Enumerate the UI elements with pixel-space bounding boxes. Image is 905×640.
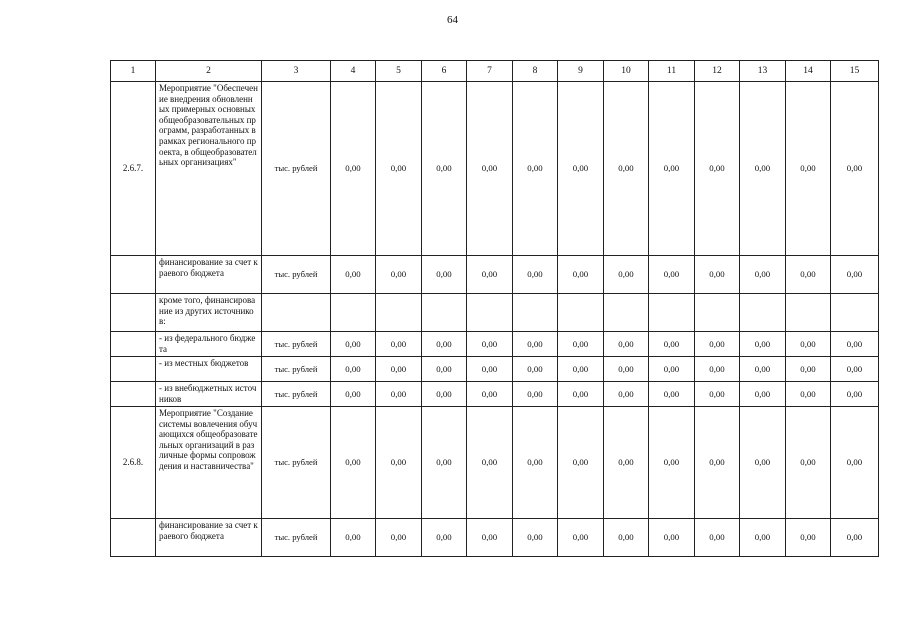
value-cell: 0,00 bbox=[376, 519, 422, 557]
value-cell: 0,00 bbox=[558, 357, 604, 382]
value-cell: 0,00 bbox=[422, 357, 467, 382]
value-cell: 0,00 bbox=[786, 332, 831, 357]
value-cell: 0,00 bbox=[376, 357, 422, 382]
table-row bbox=[111, 332, 879, 357]
value-cell: 0,00 bbox=[740, 332, 786, 357]
value-cell: 0,00 bbox=[422, 519, 467, 557]
value-cell: 0,00 bbox=[467, 407, 513, 519]
row-name-cell: Мероприятие "Обеспечение внедрения обновленных примерных основных общеобразовательных программ, разработанных в рамках регионального проекта, в общеобразовательных организациях" bbox=[156, 82, 262, 256]
column-number-cell: 2 bbox=[156, 61, 262, 82]
value-cell: 0,00 bbox=[331, 382, 376, 407]
value-cell: 0,00 bbox=[467, 82, 513, 256]
value-cell: 0,00 bbox=[558, 519, 604, 557]
value-cell: 0,00 bbox=[740, 82, 786, 256]
table-row bbox=[111, 407, 879, 519]
value-cell: 0,00 bbox=[376, 256, 422, 294]
value-cell: 0,00 bbox=[695, 332, 740, 357]
value-cell bbox=[695, 294, 740, 332]
value-cell: 0,00 bbox=[331, 332, 376, 357]
value-cell: 0,00 bbox=[786, 382, 831, 407]
value-cell: 0,00 bbox=[740, 407, 786, 519]
row-code-cell bbox=[111, 256, 156, 294]
value-cell bbox=[331, 294, 376, 332]
value-cell: 0,00 bbox=[695, 519, 740, 557]
row-name-cell: кроме того, финансирование из других источников: bbox=[156, 294, 262, 332]
value-cell: 0,00 bbox=[786, 519, 831, 557]
value-cell bbox=[422, 294, 467, 332]
value-cell bbox=[467, 294, 513, 332]
row-code-cell bbox=[111, 357, 156, 382]
table-row bbox=[111, 519, 879, 557]
value-cell: 0,00 bbox=[513, 357, 558, 382]
value-cell: 0,00 bbox=[740, 382, 786, 407]
column-number-cell: 14 bbox=[786, 61, 831, 82]
table-row bbox=[111, 294, 879, 332]
value-cell bbox=[604, 294, 649, 332]
value-cell: 0,00 bbox=[831, 407, 879, 519]
value-cell: 0,00 bbox=[649, 357, 695, 382]
column-number-cell: 10 bbox=[604, 61, 649, 82]
value-cell: 0,00 bbox=[558, 407, 604, 519]
row-unit-cell: тыс. рублей bbox=[262, 382, 331, 407]
value-cell: 0,00 bbox=[695, 82, 740, 256]
column-number-cell: 13 bbox=[740, 61, 786, 82]
row-name-cell: - из федерального бюджета bbox=[156, 332, 262, 357]
value-cell bbox=[740, 294, 786, 332]
value-cell: 0,00 bbox=[422, 256, 467, 294]
value-cell: 0,00 bbox=[422, 82, 467, 256]
value-cell: 0,00 bbox=[558, 332, 604, 357]
value-cell: 0,00 bbox=[331, 519, 376, 557]
value-cell: 0,00 bbox=[695, 382, 740, 407]
value-cell: 0,00 bbox=[513, 256, 558, 294]
column-number-cell: 7 bbox=[467, 61, 513, 82]
value-cell: 0,00 bbox=[422, 382, 467, 407]
column-number-cell: 1 bbox=[111, 61, 156, 82]
value-cell: 0,00 bbox=[649, 332, 695, 357]
table-row bbox=[111, 256, 879, 294]
row-unit-cell: тыс. рублей bbox=[262, 256, 331, 294]
value-cell: 0,00 bbox=[513, 332, 558, 357]
value-cell: 0,00 bbox=[740, 256, 786, 294]
row-unit-cell: тыс. рублей bbox=[262, 357, 331, 382]
value-cell: 0,00 bbox=[513, 519, 558, 557]
column-number-cell: 15 bbox=[831, 61, 879, 82]
value-cell bbox=[376, 294, 422, 332]
value-cell: 0,00 bbox=[786, 407, 831, 519]
value-cell: 0,00 bbox=[558, 82, 604, 256]
column-number-cell: 12 bbox=[695, 61, 740, 82]
value-cell: 0,00 bbox=[649, 519, 695, 557]
value-cell: 0,00 bbox=[831, 382, 879, 407]
column-number-cell: 6 bbox=[422, 61, 467, 82]
value-cell: 0,00 bbox=[604, 407, 649, 519]
value-cell: 0,00 bbox=[467, 382, 513, 407]
value-cell: 0,00 bbox=[467, 332, 513, 357]
value-cell bbox=[649, 294, 695, 332]
column-number-cell: 11 bbox=[649, 61, 695, 82]
value-cell: 0,00 bbox=[695, 357, 740, 382]
value-cell: 0,00 bbox=[695, 256, 740, 294]
row-name-cell: - из внебюджетных источников bbox=[156, 382, 262, 407]
row-code-cell bbox=[111, 519, 156, 557]
value-cell: 0,00 bbox=[604, 382, 649, 407]
value-cell bbox=[786, 294, 831, 332]
value-cell: 0,00 bbox=[649, 256, 695, 294]
row-unit-cell: тыс. рублей bbox=[262, 82, 331, 256]
value-cell: 0,00 bbox=[331, 82, 376, 256]
row-code-cell bbox=[111, 294, 156, 332]
row-unit-cell bbox=[262, 294, 331, 332]
value-cell: 0,00 bbox=[467, 519, 513, 557]
value-cell: 0,00 bbox=[376, 407, 422, 519]
column-number-cell: 3 bbox=[262, 61, 331, 82]
row-unit-cell: тыс. рублей bbox=[262, 407, 331, 519]
value-cell: 0,00 bbox=[831, 82, 879, 256]
value-cell: 0,00 bbox=[467, 256, 513, 294]
value-cell: 0,00 bbox=[604, 82, 649, 256]
row-unit-cell: тыс. рублей bbox=[262, 332, 331, 357]
row-name-cell: Мероприятие "Создание системы вовлечения обучающихся общеобразовательных организаций в различные формы сопровождения и наставничества" bbox=[156, 407, 262, 519]
value-cell: 0,00 bbox=[513, 382, 558, 407]
column-number-cell: 4 bbox=[331, 61, 376, 82]
row-code-cell bbox=[111, 382, 156, 407]
value-cell bbox=[831, 294, 879, 332]
table-row bbox=[111, 382, 879, 407]
value-cell bbox=[513, 294, 558, 332]
page-number: 64 bbox=[447, 14, 458, 26]
value-cell: 0,00 bbox=[422, 407, 467, 519]
value-cell: 0,00 bbox=[331, 256, 376, 294]
value-cell: 0,00 bbox=[695, 407, 740, 519]
value-cell: 0,00 bbox=[513, 407, 558, 519]
value-cell: 0,00 bbox=[376, 382, 422, 407]
value-cell: 0,00 bbox=[604, 256, 649, 294]
row-name-cell: финансирование за счет краевого бюджета bbox=[156, 256, 262, 294]
value-cell: 0,00 bbox=[649, 82, 695, 256]
value-cell: 0,00 bbox=[331, 407, 376, 519]
value-cell: 0,00 bbox=[740, 357, 786, 382]
table-row bbox=[111, 82, 879, 256]
value-cell: 0,00 bbox=[740, 519, 786, 557]
value-cell: 0,00 bbox=[558, 256, 604, 294]
value-cell: 0,00 bbox=[831, 519, 879, 557]
column-number-cell: 8 bbox=[513, 61, 558, 82]
value-cell: 0,00 bbox=[513, 82, 558, 256]
value-cell: 0,00 bbox=[649, 382, 695, 407]
value-cell: 0,00 bbox=[786, 82, 831, 256]
value-cell: 0,00 bbox=[376, 332, 422, 357]
value-cell: 0,00 bbox=[604, 332, 649, 357]
value-cell: 0,00 bbox=[786, 256, 831, 294]
value-cell: 0,00 bbox=[422, 332, 467, 357]
budget-table bbox=[110, 60, 879, 557]
value-cell: 0,00 bbox=[331, 357, 376, 382]
value-cell: 0,00 bbox=[604, 519, 649, 557]
value-cell bbox=[558, 294, 604, 332]
value-cell: 0,00 bbox=[604, 357, 649, 382]
row-unit-cell: тыс. рублей bbox=[262, 519, 331, 557]
column-number-row bbox=[111, 61, 879, 82]
value-cell: 0,00 bbox=[376, 82, 422, 256]
row-code-cell bbox=[111, 332, 156, 357]
value-cell: 0,00 bbox=[831, 332, 879, 357]
value-cell: 0,00 bbox=[786, 357, 831, 382]
column-number-cell: 9 bbox=[558, 61, 604, 82]
row-code-cell: 2.6.8. bbox=[111, 407, 156, 519]
row-name-cell: финансирование за счет краевого бюджета bbox=[156, 519, 262, 557]
value-cell: 0,00 bbox=[649, 407, 695, 519]
value-cell: 0,00 bbox=[831, 256, 879, 294]
table-row bbox=[111, 357, 879, 382]
value-cell: 0,00 bbox=[558, 382, 604, 407]
column-number-cell: 5 bbox=[376, 61, 422, 82]
value-cell: 0,00 bbox=[467, 357, 513, 382]
row-code-cell: 2.6.7. bbox=[111, 82, 156, 256]
value-cell: 0,00 bbox=[831, 357, 879, 382]
row-name-cell: - из местных бюджетов bbox=[156, 357, 262, 382]
